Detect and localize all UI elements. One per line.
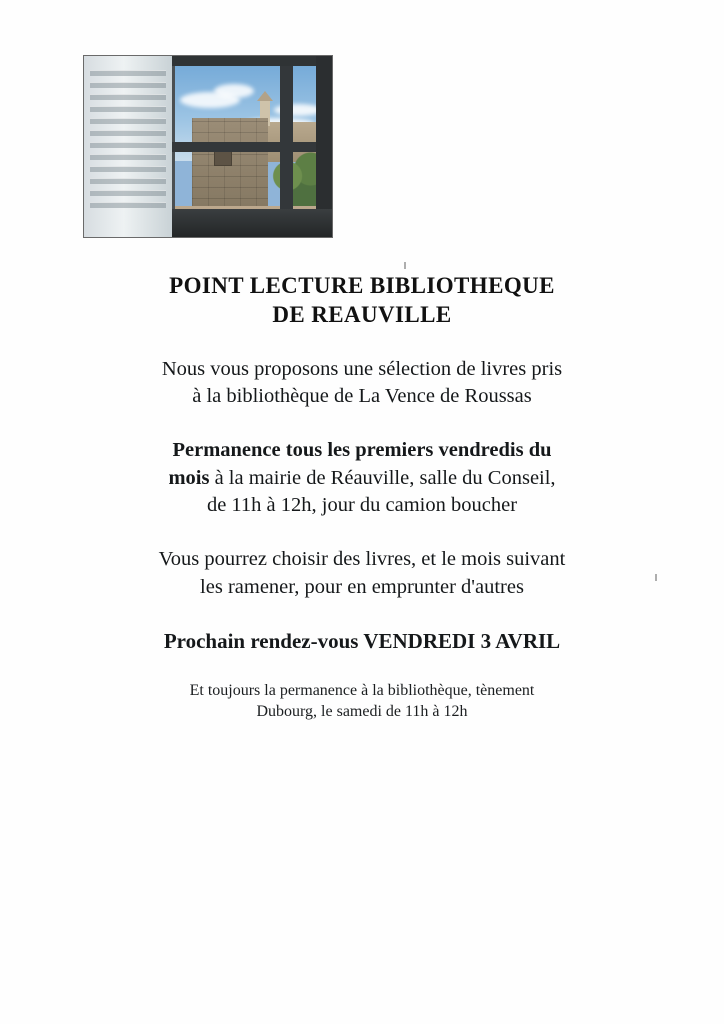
footer-line-2: Dubourg, le samedi de 11h à 12h: [256, 703, 468, 721]
next-meeting-line: Prochain rendez-vous VENDREDI 3 AVRIL: [163, 629, 561, 654]
footer-note: [0, 680, 724, 723]
window-sill: [172, 209, 332, 237]
footer-line-1: Et toujours la permanence à la bibliothèque, tènement: [189, 681, 535, 699]
schedule-line-1: Permanence tous les premiers vendredis du: [172, 438, 552, 461]
page-title: [0, 272, 724, 330]
cloud-icon: [214, 84, 254, 98]
schedule-line-2-rest: à la mairie de Réauville, salle du Conseil,: [209, 466, 556, 489]
window-photo: [83, 55, 333, 238]
schedule-bold-word: mois: [168, 466, 210, 489]
window-mullion-horizontal: [172, 142, 316, 152]
window-mullion-vertical: [280, 66, 293, 209]
photo-canvas: [84, 56, 332, 237]
title-line-1: POINT LECTURE BIBLIOTHEQUE: [169, 273, 555, 298]
poster-text-block: [0, 272, 724, 723]
title-line-2: DE REAUVILLE: [272, 301, 452, 327]
window-frame-top: [172, 56, 332, 66]
exchange-line-1: Vous pourrez choisir des livres, et le mois suivant: [158, 547, 566, 570]
scan-speck: [404, 262, 406, 269]
exchange-line-2: les ramener, pour en emprunter d'autres: [200, 575, 524, 598]
schedule-line-3: de 11h à 12h, jour du camion boucher: [206, 494, 518, 517]
intro-line-1: Nous vous proposons une sélection de livres pris: [161, 357, 563, 380]
intro-paragraph: [0, 356, 724, 411]
exchange-paragraph: [0, 546, 724, 601]
schedule-paragraph: [0, 437, 724, 520]
open-shutter-panel: [84, 56, 175, 237]
intro-line-2: à la bibliothèque de La Vence de Roussas: [192, 385, 532, 408]
